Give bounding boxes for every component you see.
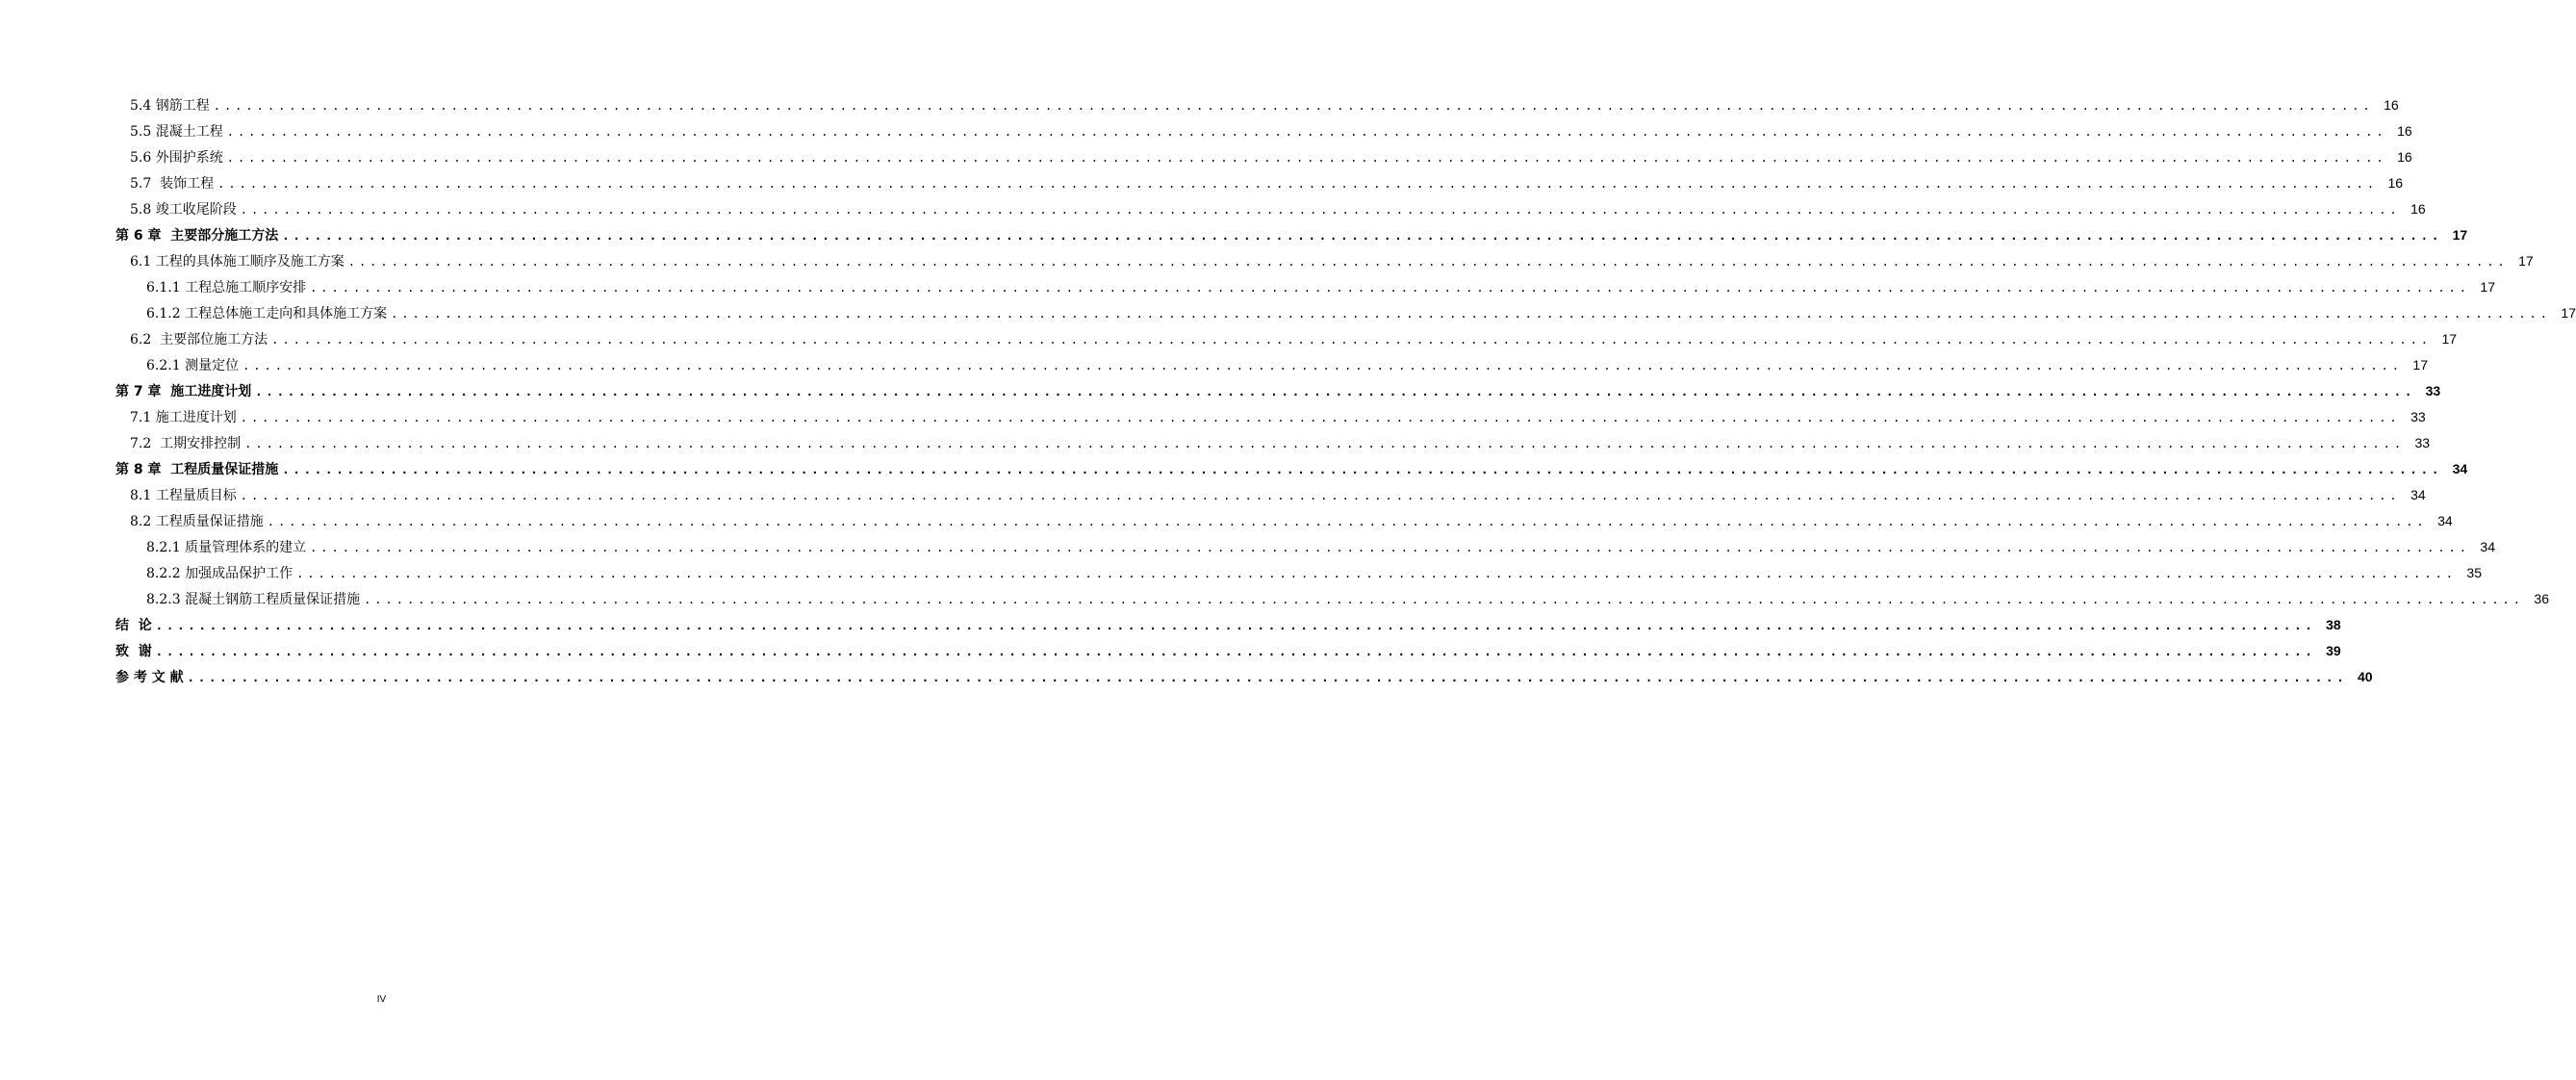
toc-dot-leader: ........................................................................................................................................................................................................ [255, 385, 2416, 399]
toc-entry-title: 5.7 装饰工程 [130, 176, 215, 192]
toc-entry[interactable] [0, 456, 2468, 482]
toc-entry-page: 35 [2466, 565, 2482, 580]
toc-entry-title: 结 论 [115, 618, 152, 633]
toc-entry[interactable] [0, 170, 2404, 196]
toc-entry-page: 34 [2437, 513, 2453, 528]
toc-entry-page: 34 [2410, 487, 2426, 502]
toc-entry-page: 34 [2452, 461, 2468, 476]
toc-dot-leader: ........................................................................................................................................................................................................ [155, 645, 2316, 658]
toc-entry[interactable] [0, 274, 2495, 300]
toc-entry-page: 17 [2518, 253, 2534, 269]
toc-entry[interactable] [0, 222, 2468, 248]
toc-entry-title: 6.2 主要部位施工方法 [130, 332, 268, 347]
table-of-contents [0, 92, 2576, 690]
toc-dot-leader: ........................................................................................................................................................................................................ [242, 359, 2403, 373]
toc-entry[interactable] [0, 508, 2453, 534]
toc-entry-title: 6.1.2 工程总体施工走向和具体施工方案 [146, 306, 388, 321]
toc-entry-title: 6.1 工程的具体施工顺序及施工方案 [130, 254, 344, 270]
toc-entry-title: 5.5 混凝土工程 [130, 124, 223, 140]
toc-dot-leader: ........................................................................................................................................................................................................ [244, 437, 2406, 450]
toc-entry[interactable] [0, 638, 2341, 664]
toc-dot-leader: ........................................................................................................................................................................................................ [226, 151, 2387, 165]
toc-entry-title: 7.1 施工进度计划 [130, 410, 237, 425]
toc-dot-leader: ........................................................................................................................................................................................................ [282, 229, 2443, 243]
toc-entry[interactable] [0, 534, 2495, 560]
toc-entry[interactable] [0, 352, 2428, 378]
toc-dot-leader: ........................................................................................................................................................................................................ [155, 619, 2316, 632]
toc-entry[interactable] [0, 92, 2399, 118]
toc-entry[interactable] [0, 612, 2341, 638]
toc-dot-leader: ........................................................................................................................................................................................................ [217, 177, 2379, 191]
toc-entry-title: 第 7 章 施工进度计划 [115, 384, 252, 399]
toc-entry[interactable] [0, 378, 2441, 404]
toc-dot-leader: ........................................................................................................................................................................................................ [226, 125, 2387, 139]
toc-dot-leader: ........................................................................................................................................................................................................ [391, 307, 2551, 321]
toc-dot-leader: ........................................................................................................................................................................................................ [240, 411, 2401, 424]
toc-entry-page: 16 [2387, 175, 2404, 191]
toc-entry-page: 39 [2326, 643, 2341, 658]
toc-entry[interactable] [0, 248, 2534, 274]
toc-entry-title: 8.2.1 质量管理体系的建立 [146, 540, 307, 555]
toc-entry-title: 7.2 工期安排控制 [130, 436, 242, 451]
toc-entry[interactable] [0, 118, 2412, 144]
toc-dot-leader: ........................................................................................................................................................................................................ [296, 567, 2457, 580]
toc-entry-page: 16 [2397, 123, 2412, 139]
toc-entry[interactable] [0, 404, 2426, 430]
toc-entry[interactable] [0, 586, 2549, 612]
toc-entry-title: 8.2 工程质量保证措施 [130, 514, 264, 529]
toc-entry-title: 8.1 工程量质目标 [130, 488, 237, 503]
toc-entry[interactable] [0, 300, 2576, 326]
toc-entry-title: 8.2.3 混凝土钢筋工程质量保证措施 [146, 592, 361, 607]
toc-entry-title: 5.6 外围护系统 [130, 150, 223, 166]
toc-entry[interactable] [0, 482, 2426, 508]
toc-dot-leader: ........................................................................................................................................................................................................ [213, 99, 2374, 113]
toc-entry[interactable] [0, 430, 2431, 456]
toc-entry[interactable] [0, 196, 2426, 222]
toc-dot-leader: ........................................................................................................................................................................................................ [364, 593, 2524, 606]
toc-entry-page: 17 [2441, 331, 2458, 347]
toc-entry[interactable] [0, 664, 2373, 690]
toc-entry-page: 38 [2326, 617, 2341, 632]
toc-dot-leader: ........................................................................................................................................................................................................ [240, 203, 2401, 217]
toc-entry-title: 参 考 文 献 [115, 670, 184, 685]
toc-dot-leader: ........................................................................................................................................................................................................ [282, 463, 2443, 476]
toc-entry-page: 33 [2414, 435, 2431, 450]
toc-dot-leader: ........................................................................................................................................................................................................ [310, 281, 2470, 295]
toc-entry[interactable] [0, 144, 2412, 170]
toc-dot-leader: ........................................................................................................................................................................................................ [267, 515, 2428, 528]
toc-entry-title: 5.4 钢筋工程 [130, 98, 210, 114]
toc-entry-page: 33 [2425, 383, 2441, 399]
toc-entry-page: 34 [2480, 539, 2495, 554]
toc-entry-page: 16 [2384, 97, 2399, 113]
toc-entry-page: 16 [2410, 201, 2426, 217]
toc-entry-title: 8.2.2 加强成品保护工作 [146, 566, 293, 581]
toc-entry-title: 致 谢 [115, 644, 152, 659]
toc-entry-page: 17 [2480, 279, 2495, 295]
toc-entry-title: 第 6 章 主要部分施工方法 [115, 228, 279, 244]
toc-entry[interactable] [0, 560, 2482, 586]
page-number: IV [376, 994, 387, 1005]
toc-dot-leader: ........................................................................................................................................................................................................ [271, 333, 2433, 347]
toc-dot-leader: ........................................................................................................................................................................................................ [240, 489, 2401, 502]
toc-entry[interactable] [0, 326, 2458, 352]
toc-entry-title: 6.2.1 测量定位 [146, 358, 240, 373]
toc-entry-page: 36 [2534, 591, 2549, 606]
toc-entry-page: 16 [2397, 149, 2412, 165]
toc-entry-page: 40 [2357, 669, 2373, 684]
toc-dot-leader: ........................................................................................................................................................................................................ [187, 671, 2348, 684]
toc-entry-title: 6.1.1 工程总施工顺序安排 [146, 280, 307, 296]
toc-entry-title: 5.8 竣工收尾阶段 [130, 202, 237, 218]
toc-entry-page: 33 [2410, 409, 2426, 424]
toc-dot-leader: ........................................................................................................................................................................................................ [347, 255, 2509, 269]
toc-entry-page: 17 [2561, 305, 2576, 321]
toc-entry-page: 17 [2412, 357, 2428, 373]
toc-entry-title: 第 8 章 工程质量保证措施 [115, 462, 279, 477]
toc-entry-page: 17 [2452, 227, 2468, 243]
toc-dot-leader: ........................................................................................................................................................................................................ [310, 541, 2470, 554]
